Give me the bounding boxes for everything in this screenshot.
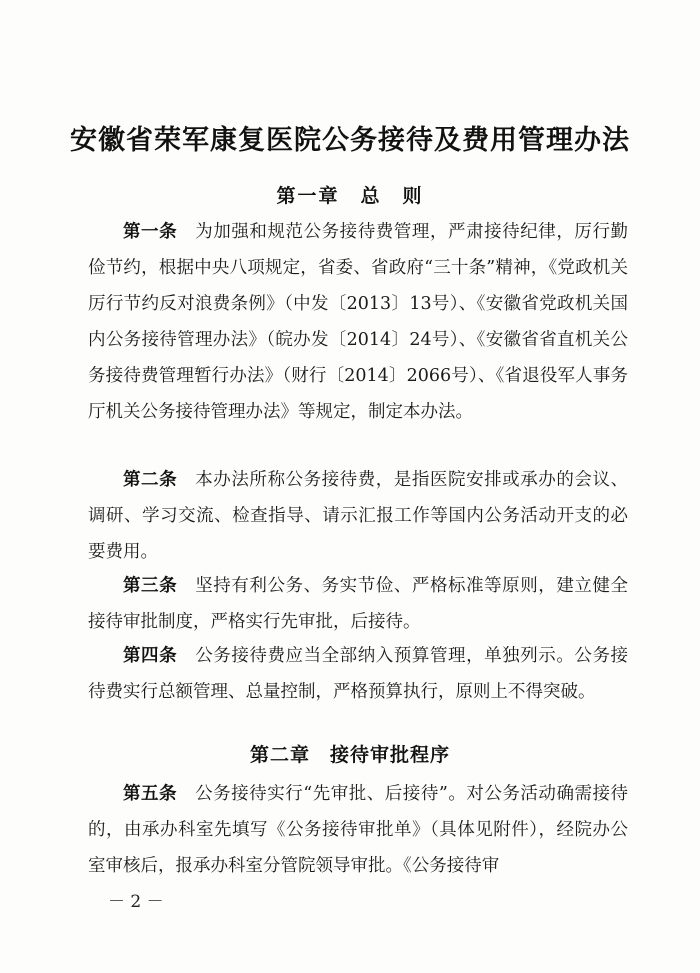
article-5-label: 第五条 <box>123 784 178 804</box>
article-3-label: 第三条 <box>123 576 178 596</box>
article-5 <box>88 776 628 884</box>
article-2 <box>88 462 628 570</box>
article-5-text: 公务接待实行“先审批、后接待”。对公务活动确需接待的，由承办科室先填写《公务接待审批单》（具体见附件），经院办公室审核后，报承办科室分管院领导审批。《公务接待审 <box>88 784 629 876</box>
article-1-text: 为加强和规范公务接待费管理，严肃接待纪律，厉行勤俭节约，根据中央八项规定，省委、省政府“三十条”精神，《党政机关厉行节约反对浪费条例》（中发〔2013〕13号）、《安徽省党政机关国内公务接待管理办法》（皖办发〔2014〕24号）、《安徽省省直机关公务接待费管理暂行办法》（财行〔2014〕2066号）、《省退役军人事务厅机关公务接待管理办法》等规定，制定本办法。 <box>88 222 629 422</box>
article-1-label: 第一条 <box>123 222 178 242</box>
article-3-text: 坚持有利公务、务实节俭、严格标准等原则，建立健全接待审批制度，严格实行先审批，后接待。 <box>88 576 629 632</box>
article-3 <box>88 568 628 640</box>
article-4-label: 第四条 <box>123 646 178 666</box>
article-2-label: 第二条 <box>123 470 178 490</box>
article-2-text: 本办法所称公务接待费，是指医院安排或承办的会议、调研、学习交流、检查指导、请示汇报工作等国内公务活动开支的必要费用。 <box>88 470 629 562</box>
chapter-heading-1: 第一章 总 则 <box>276 185 424 207</box>
article-4 <box>88 638 628 710</box>
article-1 <box>88 214 628 430</box>
chapter-heading-2: 第二章 接待审批程序 <box>249 744 450 766</box>
document-title: 安徽省荣军康复医院公务接待及费用管理办法 <box>70 125 630 156</box>
page-number: － 2 － <box>108 892 164 912</box>
article-4-text: 公务接待费应当全部纳入预算管理，单独列示。公务接待费实行总额管理、总量控制，严格预算执行，原则上不得突破。 <box>88 646 629 702</box>
